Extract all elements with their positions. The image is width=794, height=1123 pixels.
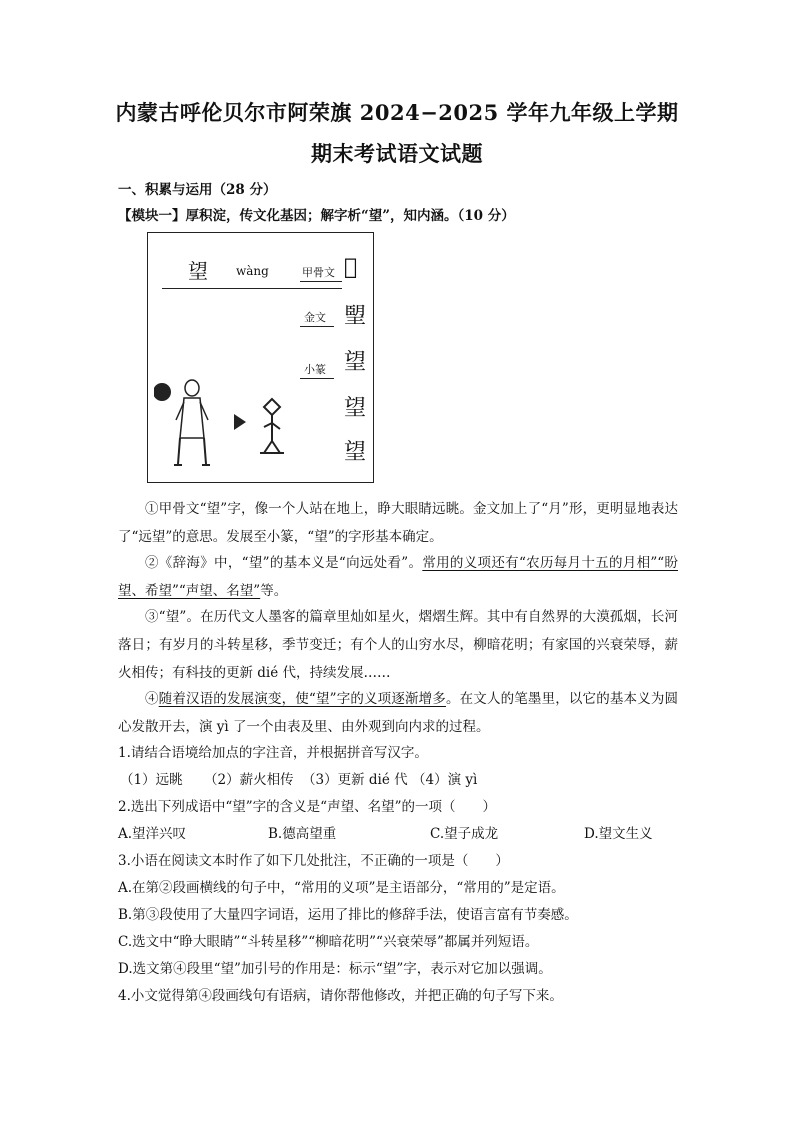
page-title-line1: 内蒙古呼伦贝尔市阿荣旗 2024−2025 学年九年级上学期 bbox=[115, 100, 679, 125]
arrow-icon bbox=[234, 414, 246, 430]
section-heading: 一、积累与运用（28 分） bbox=[118, 182, 277, 198]
oracle-pictograph bbox=[254, 393, 294, 463]
glyph-jiaguwen: 𫝀 bbox=[344, 255, 358, 280]
q2-option-a: A.望洋兴叹 bbox=[118, 826, 187, 842]
question-1-items bbox=[118, 770, 678, 790]
q1-item-1: （1）远眺 bbox=[120, 772, 183, 788]
paragraph-3: ③“望”。在历代文人墨客的篇章里灿如星火，熠熠生辉。其中有自然界的大漠孤烟，长河落日；有岁月的斗转星移，季节变迁；有个人的山穷水尽，柳暗花明；有家国的兴衰荣辱，薪火相传；有科技的更新 dié 代，持续发展…… bbox=[118, 609, 678, 681]
glyph-xiaozhuan-2: 望 bbox=[344, 396, 367, 421]
paragraph-4-tail: 。在文人的笔墨里，以它的基本义为圆心发散开去，演 yì 了一个由表及里、由外观到向内求的过程。 bbox=[118, 691, 679, 735]
figure-char: 望 bbox=[188, 259, 208, 283]
paragraph-4 bbox=[118, 685, 678, 741]
question-4: 4.小文觉得第④段画线句有语病，请你帮他修改，并把正确的句子写下来。 bbox=[118, 988, 563, 1004]
glyph-xiaozhuan-1: 望 bbox=[344, 350, 367, 375]
glyph-jinwen: 朢 bbox=[344, 304, 367, 329]
paragraph-4-lead: ④ bbox=[145, 691, 159, 707]
label-jiaguwen-rule bbox=[300, 281, 342, 282]
question-2-options bbox=[118, 824, 678, 844]
wang-character-figure bbox=[147, 232, 374, 483]
question-3: 3.小语在阅读文本时作了如下几处批注，不正确的一项是（ ） bbox=[118, 853, 509, 869]
q1-item-2: （2）薪火相传 bbox=[204, 772, 294, 788]
figure-pinyin: wàng bbox=[236, 264, 269, 278]
paragraph-2-underlined: 常用的义项还有“农历每月十五的月相”“盼望、希望”“声望、名望” bbox=[118, 555, 678, 599]
moon-icon bbox=[154, 383, 171, 401]
q3-option-b: B.第③段使用了大量四字词语，运用了排比的修辞手法，使语言富有节奏感。 bbox=[118, 907, 578, 923]
paragraph-2-lead: ②《辞海》中，“望”的基本义是“向远处看”。 bbox=[145, 555, 423, 571]
glyph-xiaozhuan-3: 望 bbox=[344, 440, 367, 465]
figure-divider bbox=[162, 288, 342, 289]
question-1: 1.请结合语境给加点的字注音，并根据拼音写汉字。 bbox=[118, 745, 428, 761]
q3-option-c: C.选文中“睁大眼睛”“斗转星移”“柳暗花明”“兴衰荣辱”都属并列短语。 bbox=[118, 934, 539, 950]
label-xiaozhuan-rule bbox=[300, 378, 334, 379]
question-2: 2.选出下列成语中“望”字的含义是“声望、名望”的一项（ ） bbox=[118, 799, 496, 815]
page-title-line2: 期末考试语文试题 bbox=[311, 141, 483, 166]
module-heading: 【模块一】厚积淀，传文化基因；解字析“望”，知内涵。（10 分） bbox=[118, 208, 515, 224]
paragraph-2-tail: 等。 bbox=[260, 583, 288, 599]
paragraph-4-underlined: 随着汉语的发展演变，使“望”字的义项逐渐增多 bbox=[158, 691, 446, 707]
q1-item-4: （4）演 yì bbox=[412, 772, 478, 788]
q3-option-d: D.选文第④段里“望”加引号的作用是：标示“望”字，表示对它加以强调。 bbox=[118, 961, 552, 977]
q2-option-c: C.望子成龙 bbox=[430, 826, 499, 842]
q3-option-a: A.在第②段画横线的句子中，“常用的义项”是主语部分，“常用的”是定语。 bbox=[118, 880, 565, 896]
label-jiaguwen: 甲骨文 bbox=[302, 266, 335, 279]
q1-item-3: （3）更新 dié 代 bbox=[302, 772, 408, 788]
paragraph-2 bbox=[118, 549, 678, 605]
q2-option-b: B.德高望重 bbox=[268, 826, 337, 842]
q2-option-d: D.望文生义 bbox=[584, 826, 653, 842]
label-xiaozhuan: 小篆 bbox=[304, 363, 326, 376]
paragraph-1: ①甲骨文“望”字，像一个人站在地上，睁大眼睛远眺。金文加上了“月”形，更明显地表达了“远望”的意思。发展至小篆，“望”的字形基本确定。 bbox=[118, 501, 678, 545]
label-jinwen-rule bbox=[300, 326, 334, 327]
label-jinwen: 金文 bbox=[304, 311, 326, 324]
